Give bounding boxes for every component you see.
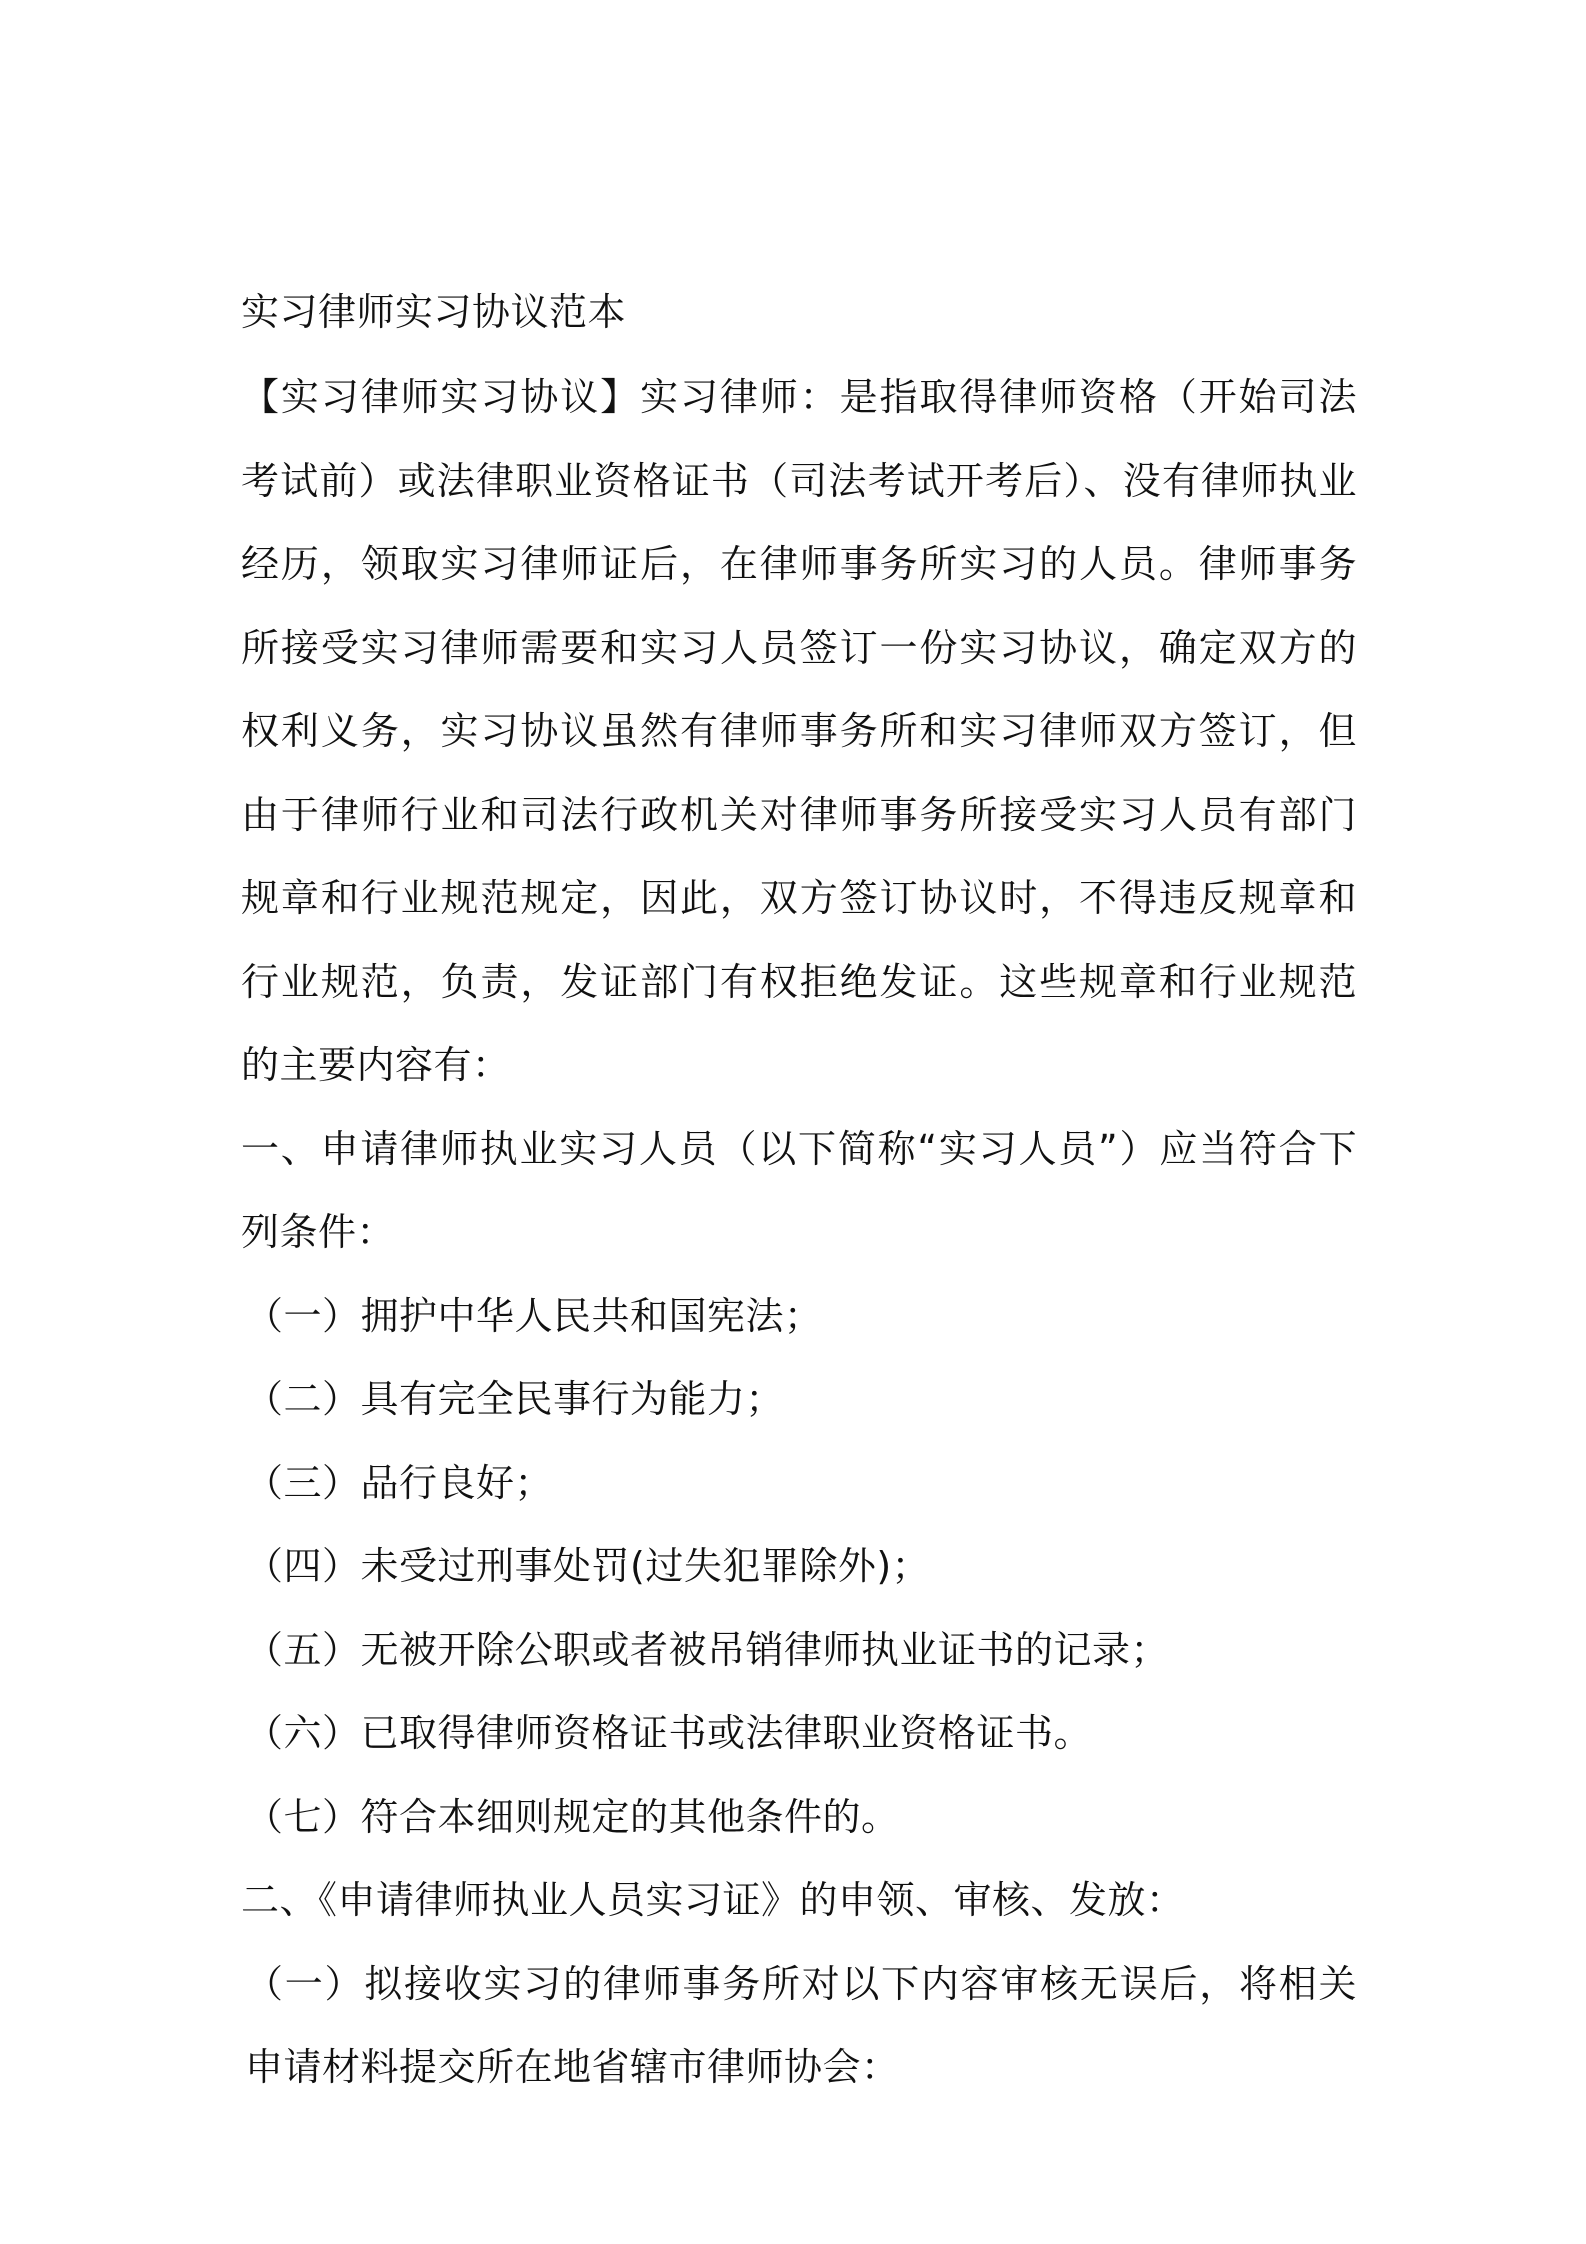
section-2-heading: 二、《申请律师执业人员实习证》的申领、审核、发放： (241, 1878, 1185, 1922)
document-body (241, 270, 1357, 2110)
document-title: 实习律师实习协议范本 (241, 290, 627, 334)
section-1-item-1: （一）拥护中华人民共和国宪法； (245, 1293, 823, 1338)
section-2-item-1: （一）拟接收实习的律师事务所对以下内容审核无误后，将相关申请材料提交所在地省辖市律师协会： (245, 1961, 1357, 2089)
section-1-item-5: （五）无被开除公职或者被吊销律师执业证书的记录； (245, 1627, 1170, 1672)
section-1-item-6: （六）已取得律师资格证书或法律职业资格证书。 (245, 1711, 1093, 1755)
intro-paragraph: 【实习律师实习协议】实习律师：是指取得律师资格（开始司法考试前）或法律职业资格证书（司法考试开考后）、没有律师执业经历，领取实习律师证后，在律师事务所实习的人员。律师事务所接受实习律师需要和实习人员签订一份实习协议，确定双方的权利义务，实习协议虽然有律师事务所和实习律师双方签订，但由于律师行业和司法行政机关对律师事务所接受实习人员有部门规章和行业规范规定，因此，双方签订协议时，不得违反规章和行业规范，负责，发证部门有权拒绝发证。这些规章和行业规范的主要内容有： (241, 375, 1357, 1087)
section-1-heading: 一、申请律师执业实习人员（以下简称“实习人员”）应当符合下列条件： (241, 1126, 1357, 1254)
section-1-item-7: （七）符合本细则规定的其他条件的。 (245, 1794, 900, 1839)
section-1-item-4: （四）未受过刑事处罚(过失犯罪除外)； (245, 1544, 931, 1588)
section-1-item-3: （三）品行良好； (245, 1460, 554, 1505)
section-1-item-2: （二）具有完全民事行为能力； (245, 1377, 785, 1421)
